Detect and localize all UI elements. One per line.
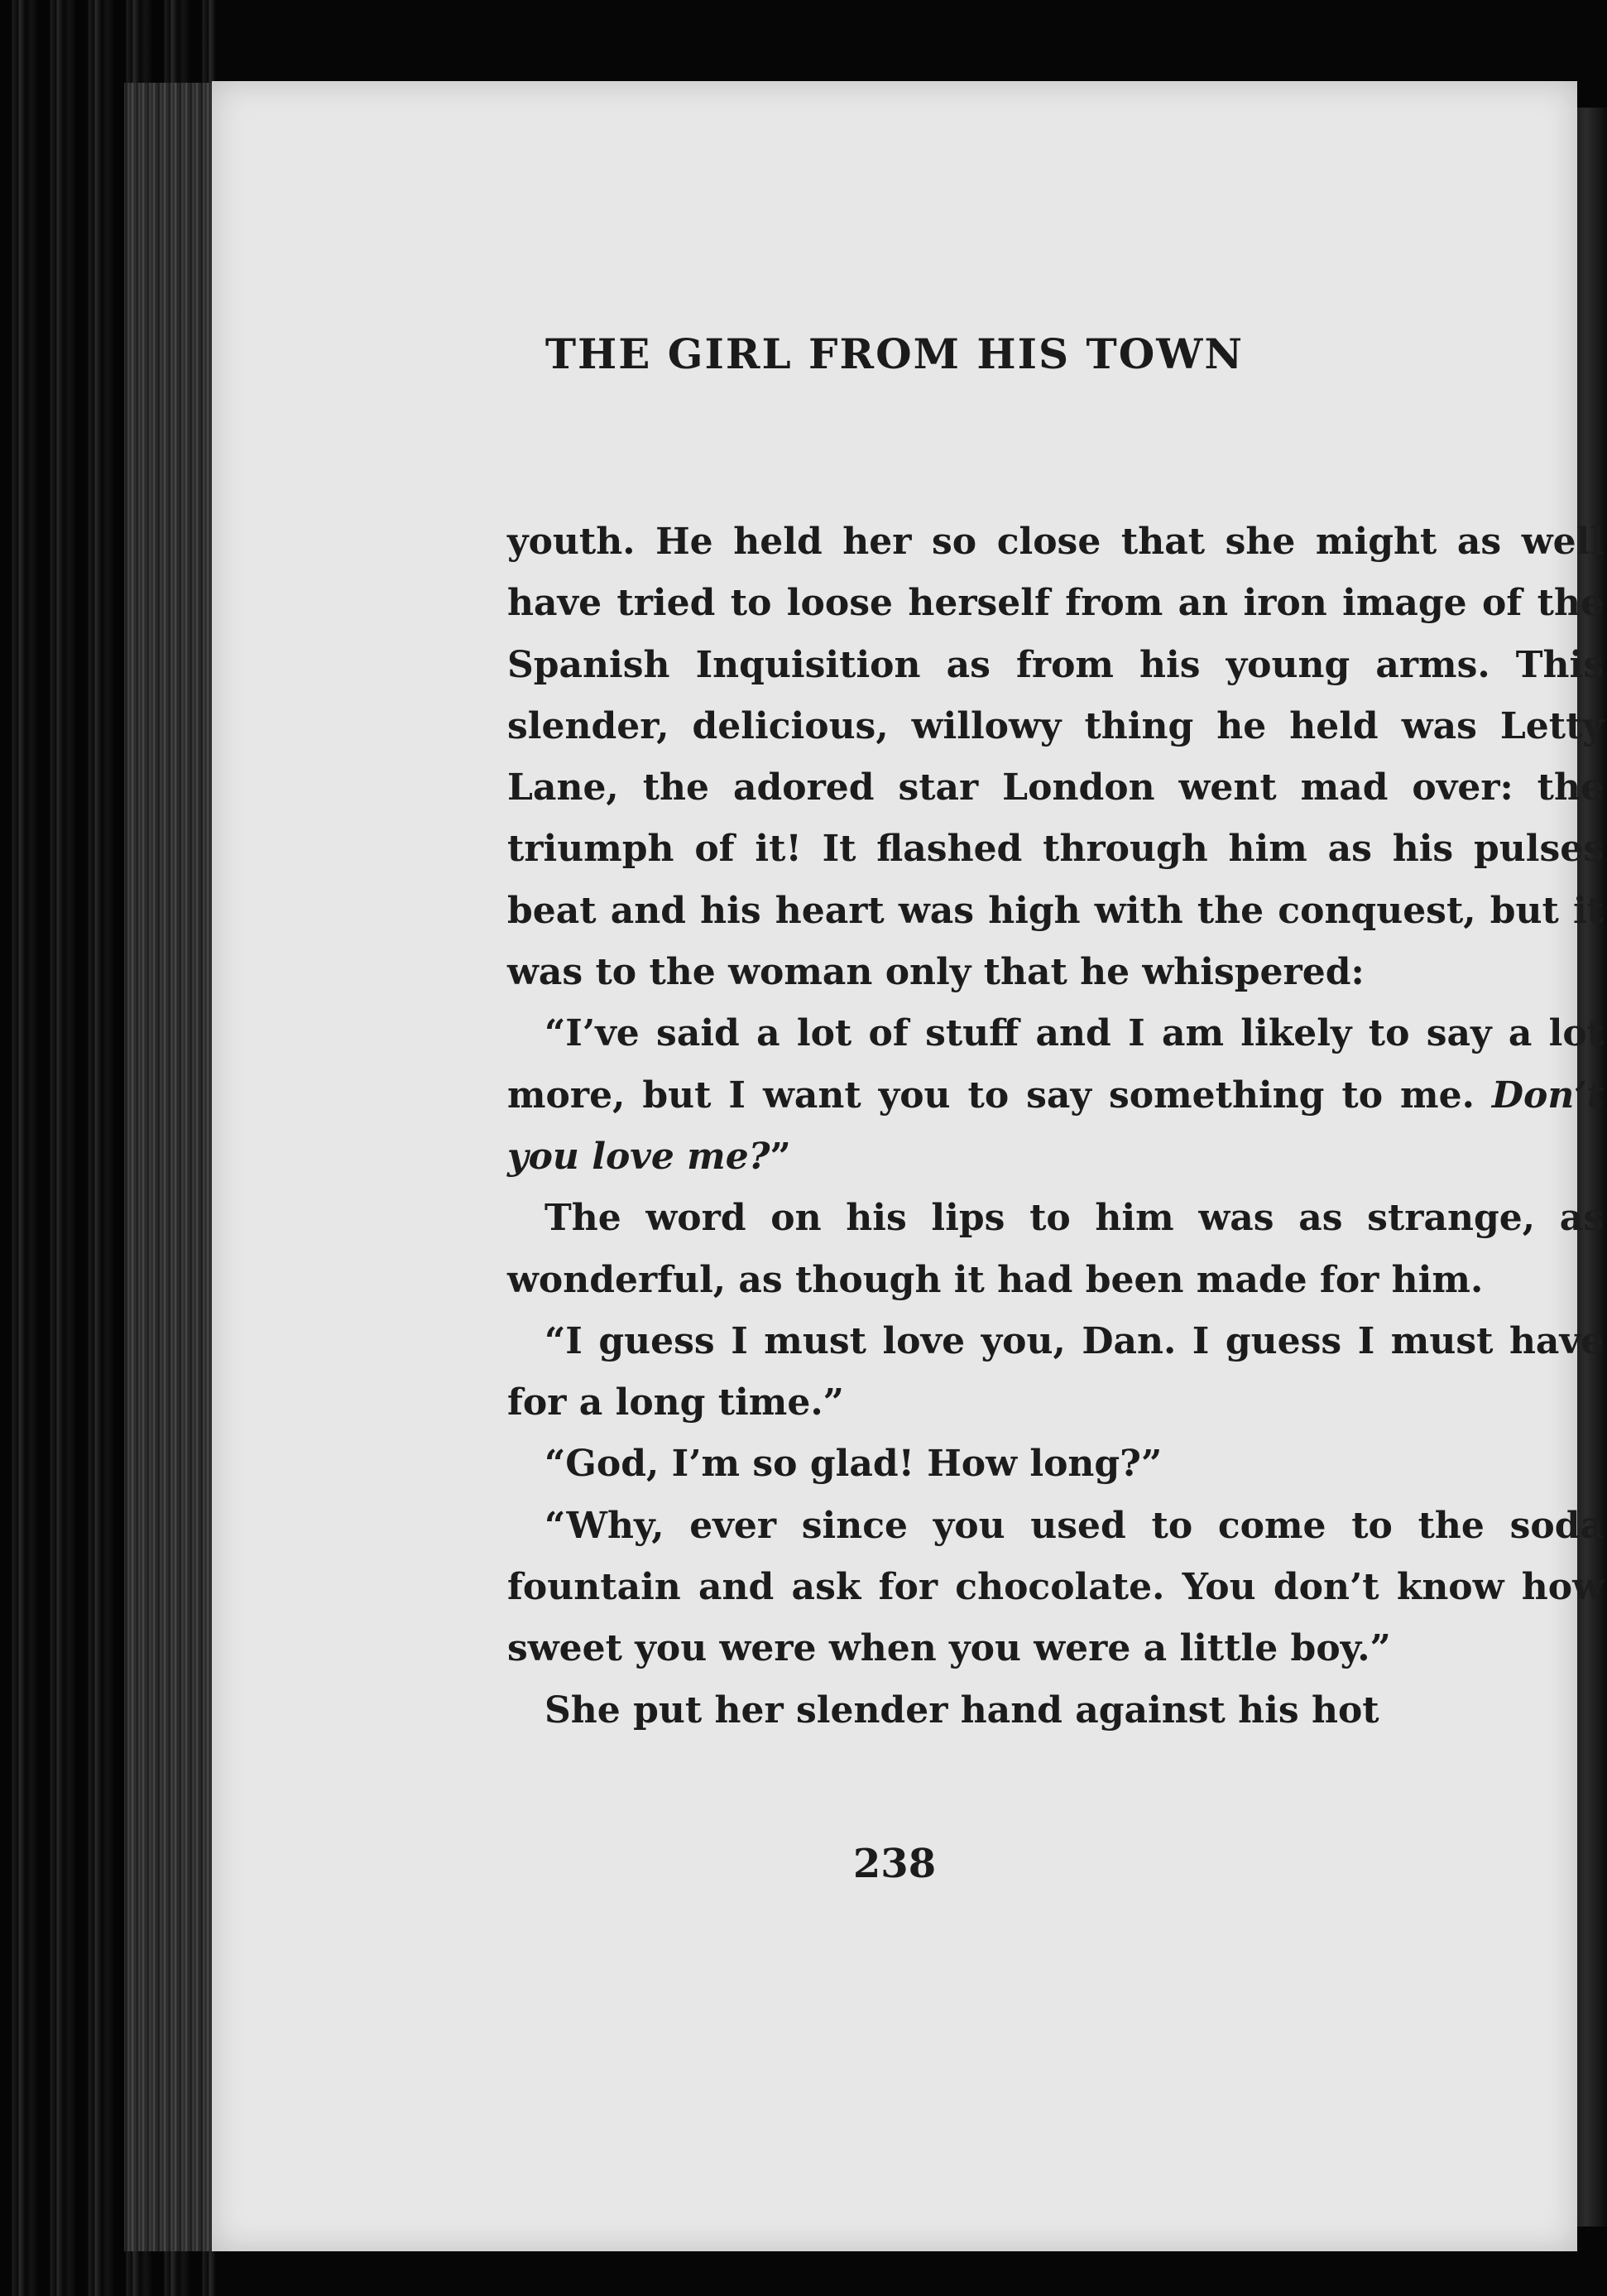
italic-text: Don’t you love me? [507, 1074, 1604, 1178]
paragraph: “Why, ever since you used to come to the soda fountain and ask for chocolate. You don’t know how sweet you were when you were a little boy.” [507, 1504, 1604, 1670]
paragraph: The word on his lips to him was as strange, as wonderful, as though it had been made for him. [507, 1197, 1604, 1301]
page-stack-edge [124, 83, 215, 2251]
paragraph [507, 1003, 1604, 1188]
running-head: THE GIRL FROM HIS TOWN [544, 329, 1245, 378]
paragraph: youth. He held her so close that she might as well have tried to loose herself from an iron image of the Spanish Inquisition as from his young arms. This slender, delicious, willowy thing he held was Letty Lane, the adored star London went mad over: the triumph of it! It flashed through him as his pulses beat and his heart was high with the conquest, but it was to the woman only that he whispered: [507, 521, 1604, 994]
paragraph: “God, I’m so glad! How long?” [544, 1443, 1163, 1486]
closing-quote: ” [770, 1135, 791, 1178]
page-number: 238 [852, 1841, 937, 1887]
paragraph-text: “I’ve said a lot of stuff and I am likely to say a lot more, but I want you to say something to me. [507, 1012, 1604, 1117]
paragraph: “I guess I must love you, Dan. I guess I must have for a long time.” [507, 1319, 1604, 1424]
body-text [507, 512, 1604, 1741]
book-page [212, 81, 1604, 2251]
paragraph: She put her slender hand against his hot [544, 1688, 1379, 1732]
